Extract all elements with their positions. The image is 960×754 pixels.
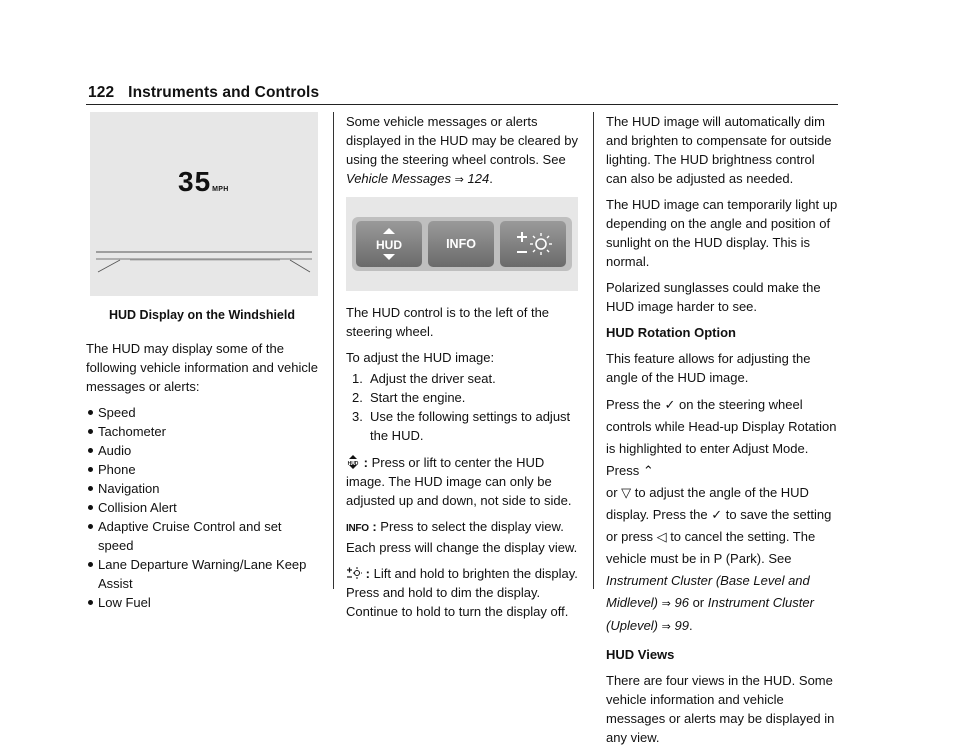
column-2	[346, 112, 578, 628]
checkmark-icon: ✓	[664, 397, 676, 412]
rotation-text-d: to adjust the angle of the HUD display. Press the	[606, 485, 809, 522]
or-text: or	[688, 595, 708, 610]
list-item: Audio	[86, 441, 318, 460]
info-button[interactable]: INFO	[428, 221, 494, 267]
hud-info-list	[86, 403, 318, 612]
list-item	[346, 388, 578, 407]
vehicle-messages-page: 124	[467, 171, 490, 186]
step-text: Use the following settings to adjust the HUD.	[370, 409, 571, 443]
rotation-text-c: or	[606, 485, 622, 500]
step-number: 2.	[352, 390, 363, 405]
column-3	[606, 112, 838, 754]
step-text: Start the engine.	[370, 390, 466, 405]
brightness-icon	[511, 226, 555, 262]
info-button-description: INFO : Press to select the display view. Each press will change the display view.	[346, 519, 578, 555]
svg-text:HUD: HUD	[376, 238, 402, 252]
section-title: Instruments and Controls	[128, 84, 320, 101]
hud-button[interactable]	[356, 221, 422, 267]
list-item: Tachometer	[86, 422, 318, 441]
page-ref-2: 99	[674, 618, 689, 633]
down-arrow-icon: ▽	[621, 485, 632, 500]
back-arrow-icon: ◁	[656, 529, 667, 544]
hud-info-intro: The HUD may display some of the following vehicle information and vehicle messages or alerts:	[86, 341, 318, 394]
page-number: 122	[88, 84, 115, 101]
instrument-cluster-base-link[interactable]: Instrument Cluster (Base Level and Midlevel)	[606, 573, 810, 610]
instrument-cluster-uplevel-link[interactable]: Instrument Cluster (Uplevel)	[606, 595, 814, 633]
brightness-symbol-icon	[346, 566, 362, 580]
header-rule	[86, 104, 838, 105]
list-item: Adaptive Cruise Control and set speed	[86, 517, 318, 555]
rotation-instructions: Press the ✓ on the steering wheel controls while Head-up Display Rotation is highlighted to enter Adjust Mode. Press ⌃ or ▽ to adjust the angle of the HUD display. Press the ✓ to save the setting or press ◁ to cancel the setting. The vehicle must be in P (Park). See Instrument Cluster (Base Level and Midlevel) ⇒ 96 or Instrument Cluster (Uplevel) ⇒ 99.	[606, 397, 837, 633]
speed-unit: MPH	[212, 186, 229, 193]
speed-value: 35	[178, 166, 212, 197]
list-item	[346, 369, 578, 388]
rotation-text-f: to cancel the setting. The vehicle must be in P (Park). See	[606, 529, 816, 566]
hud-symbol-icon	[346, 455, 360, 469]
svg-text:HUD: HUD	[347, 461, 359, 467]
sunglasses-paragraph: Polarized sunglasses could make the HUD image harder to see.	[606, 280, 821, 314]
hud-desc-text: Press or lift to center the HUD image. The HUD image can only be adjusted up and down, not side to side.	[346, 455, 572, 508]
views-paragraph: There are four views in the HUD. Some vehicle information and vehicle messages or alerts may be displayed in any view.	[606, 673, 835, 745]
rotation-heading: HUD Rotation Option	[606, 325, 736, 340]
control-location-text: The HUD control is to the left of the steering wheel.	[346, 305, 550, 339]
adjust-steps	[346, 369, 578, 445]
rotation-text-a: Press the	[606, 397, 665, 412]
page-header	[88, 84, 319, 102]
step-number: 1.	[352, 371, 363, 386]
hud-control-panel	[352, 217, 572, 271]
column-1	[86, 112, 318, 616]
info-symbol-icon: INFO	[346, 523, 369, 534]
info-desc-text: Press to select the display view. Each press will change the display view.	[346, 519, 578, 555]
vehicle-messages-link[interactable]: Vehicle Messages	[346, 171, 452, 186]
up-arrow-icon: ⌃	[642, 463, 654, 478]
page-ref-1: 96	[674, 595, 689, 610]
hud-button-description: HUD : Press or lift to center the HUD image. The HUD image can only be adjusted up and down, not side to side.	[346, 455, 572, 508]
list-item: Collision Alert	[86, 498, 318, 517]
sunlight-paragraph: The HUD image can temporarily light up depending on the angle and position of sunlight on the HUD display. This is normal.	[606, 197, 838, 269]
auto-dim-paragraph: The HUD image will automatically dim and brighten to compensate for outside lighting. The HUD brightness control can also be adjusted as needed.	[606, 114, 832, 186]
clear-messages-text: Some vehicle messages or alerts displayed in the HUD may be cleared by using the steering wheel controls. See	[346, 114, 578, 167]
brightness-desc-text: Lift and hold to brighten the display. Press and hold to dim the display. Continue to hold to turn the display off.	[346, 566, 578, 619]
views-heading: HUD Views	[606, 647, 675, 662]
hud-up-down-icon	[369, 226, 409, 262]
rotation-text-e: to save the setting or press	[606, 507, 832, 544]
list-item: Low Fuel	[86, 593, 318, 612]
adjust-heading: To adjust the HUD image:	[346, 350, 495, 365]
brightness-button[interactable]	[500, 221, 566, 267]
figure-caption: HUD Display on the Windshield	[108, 308, 295, 322]
list-item: Lane Departure Warning/Lane Keep Assist	[86, 555, 318, 593]
step-text: Adjust the driver seat.	[370, 371, 496, 386]
column-divider-2	[593, 112, 594, 589]
hud-control-figure	[346, 197, 578, 291]
brightness-description: : Lift and hold to brighten the display. Press and hold to dim the display. Continue to hold to turn the display off.	[346, 566, 578, 619]
checkmark-icon: ✓	[711, 507, 723, 522]
list-item: Phone	[86, 460, 318, 479]
list-item	[346, 407, 578, 445]
hud-windshield-figure	[90, 112, 318, 296]
list-item: Speed	[86, 403, 318, 422]
rotation-text-b: on the steering wheel controls while Head-up Display Rotation is highlighted to enter Adjust Mode. Press	[606, 397, 837, 478]
rotation-intro: This feature allows for adjusting the angle of the HUD image.	[606, 351, 811, 385]
step-number: 3.	[352, 409, 363, 424]
column-divider-1	[333, 112, 334, 589]
list-item: Navigation	[86, 479, 318, 498]
windshield-lines	[90, 112, 318, 296]
clear-messages-paragraph: Some vehicle messages or alerts displayed in the HUD may be cleared by using the steering wheel controls. See Vehicle Messages ⇒ 124.	[346, 114, 578, 186]
